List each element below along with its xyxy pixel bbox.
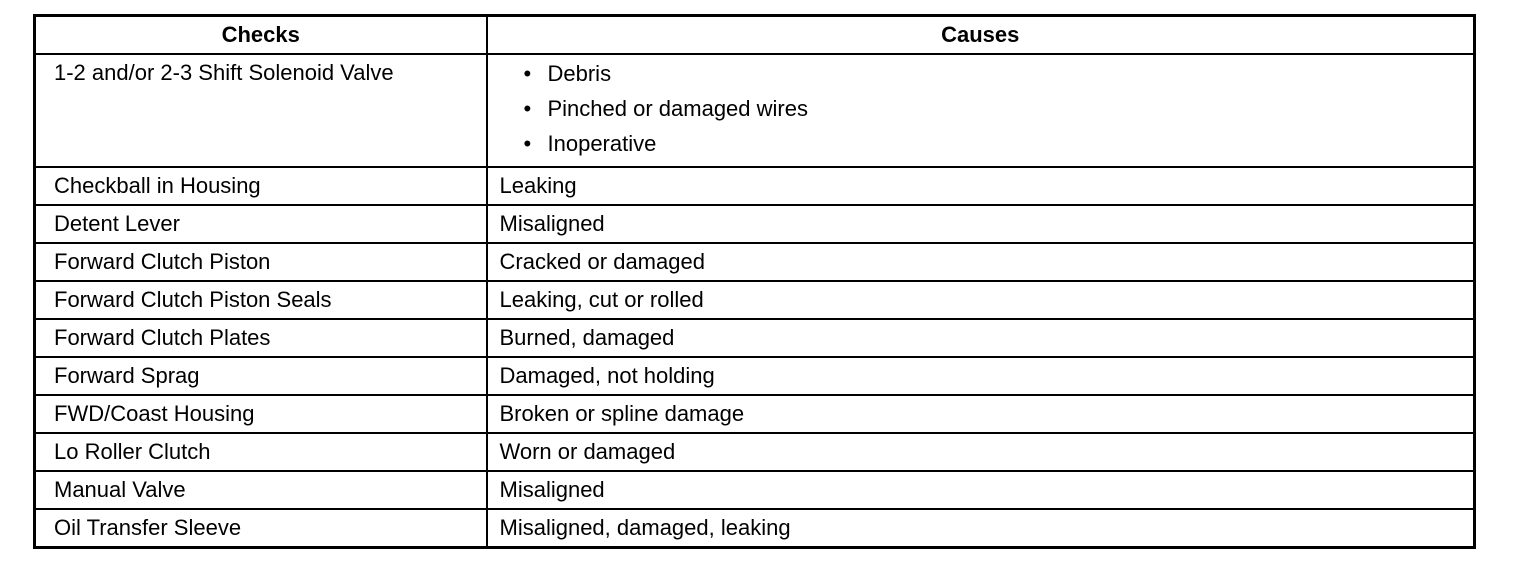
cause-cell: Broken or spline damage: [487, 395, 1475, 433]
check-cell: FWD/Coast Housing: [35, 395, 487, 433]
cause-bullet-text: Pinched or damaged wires: [547, 96, 808, 121]
cause-bullet-item: [524, 126, 1474, 161]
cause-bullet-text: Inoperative: [547, 131, 657, 156]
cause-cell: Misaligned: [487, 471, 1475, 509]
table-row: [35, 205, 1475, 243]
table-row: [35, 433, 1475, 471]
bullet-icon: •: [523, 61, 532, 86]
table-row: [35, 509, 1475, 548]
cause-cell: Damaged, not holding: [487, 357, 1475, 395]
check-cell: Forward Sprag: [35, 357, 487, 395]
cause-cell: Cracked or damaged: [487, 243, 1475, 281]
check-cell: Lo Roller Clutch: [35, 433, 487, 471]
check-cell: Manual Valve: [35, 471, 487, 509]
checks-causes-table: [33, 14, 1476, 549]
check-cell: Checkball in Housing: [35, 167, 487, 205]
cause-cell: Leaking: [487, 167, 1475, 205]
table-row: [35, 243, 1475, 281]
table-row: [35, 395, 1475, 433]
cause-cell: Misaligned: [487, 205, 1475, 243]
check-cell: Forward Clutch Piston Seals: [35, 281, 487, 319]
cause-cell: Leaking, cut or rolled: [487, 281, 1475, 319]
header-causes: Causes: [487, 16, 1475, 55]
check-cell: 1-2 and/or 2-3 Shift Solenoid Valve: [35, 54, 487, 167]
cause-bullet-item: [524, 91, 1474, 126]
check-cell: Forward Clutch Piston: [35, 243, 487, 281]
table-row: [35, 357, 1475, 395]
table-row: [35, 167, 1475, 205]
cause-cell: Worn or damaged: [487, 433, 1475, 471]
bullet-icon: •: [523, 96, 532, 121]
table-row: [35, 54, 1475, 167]
cause-cell: Burned, damaged: [487, 319, 1475, 357]
table-row: [35, 281, 1475, 319]
check-cell: Forward Clutch Plates: [35, 319, 487, 357]
bullet-icon: •: [523, 131, 532, 156]
cause-cell: Misaligned, damaged, leaking: [487, 509, 1475, 548]
table-row: [35, 319, 1475, 357]
cause-bullet-list: [500, 56, 1474, 165]
cause-cell: [487, 54, 1475, 167]
cause-bullet-text: Debris: [547, 61, 612, 86]
header-row: [35, 16, 1475, 55]
header-checks: Checks: [35, 16, 487, 55]
check-cell: Oil Transfer Sleeve: [35, 509, 487, 548]
table-row: [35, 471, 1475, 509]
cause-bullet-item: [524, 56, 1474, 91]
check-cell: Detent Lever: [35, 205, 487, 243]
